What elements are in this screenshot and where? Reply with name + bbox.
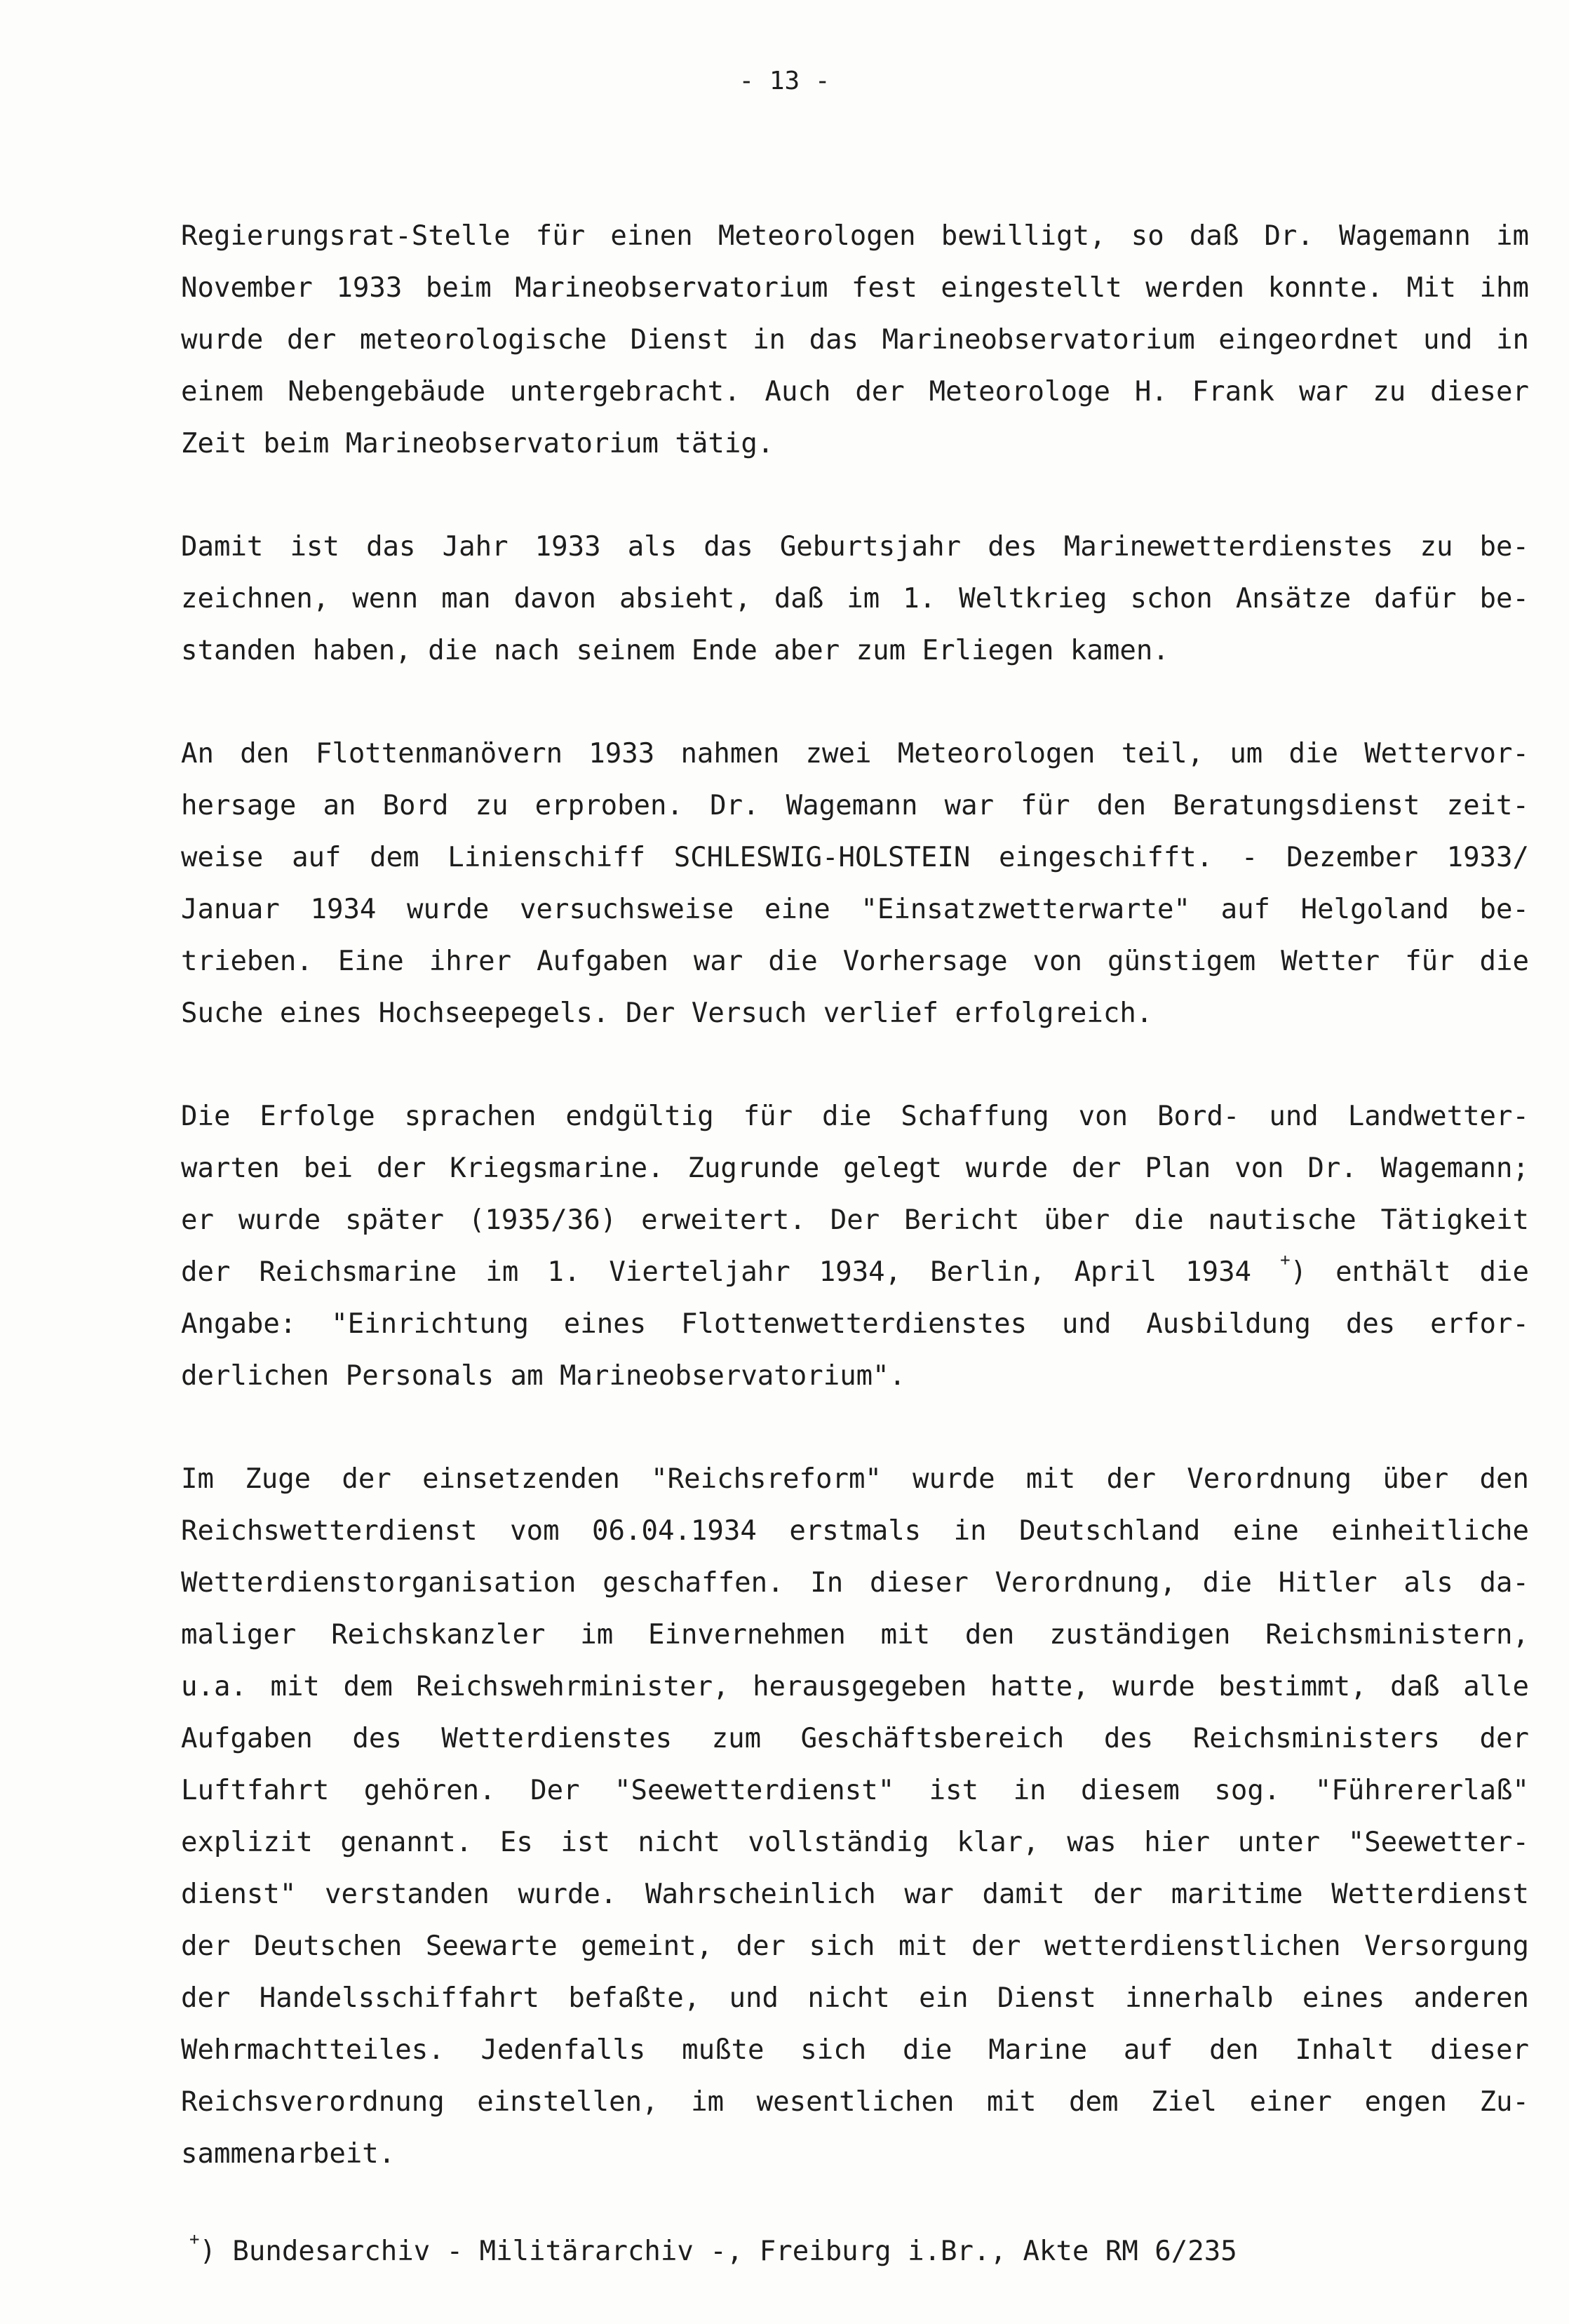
text-line-with-footnote-ref	[181, 1247, 1529, 1298]
text-line: Reichsverordnung einstellen, im wesentlichen mit dem Ziel einer engen Zu-	[181, 2086, 1529, 2118]
paragraph-3	[181, 728, 1529, 1040]
text-line: Regierungsrat-Stelle für einen Meteorologen bewilligt, so daß Dr. Wagemann im	[181, 220, 1529, 252]
text-line: zeichnen, wenn man davon absieht, daß im 1. Weltkrieg schon Ansätze dafür be-	[181, 583, 1529, 614]
line-tail: ) enthält die	[1290, 1256, 1529, 1288]
text-line: Aufgaben des Wetterdienstes zum Geschäftsbereich des Reichsministers der	[181, 1723, 1529, 1754]
paragraph-5	[181, 1453, 1529, 2180]
text-line: Luftfahrt gehören. Der "Seewetterdienst" ist in diesem sog. "Führererlaß"	[181, 1775, 1529, 1806]
text-line: einem Nebengebäude untergebracht. Auch der Meteorologe H. Frank war zu dieser	[181, 376, 1529, 408]
text-line: Wehrmachtteiles. Jedenfalls mußte sich die Marine auf den Inhalt dieser	[181, 2034, 1529, 2066]
text-line: November 1933 beim Marineobservatorium fest eingestellt werden konnte. Mit ihm	[181, 272, 1529, 304]
text-line: explizit genannt. Es ist nicht vollständig klar, was hier unter "Seewetter-	[181, 1827, 1529, 1858]
text-line: trieben. Eine ihrer Aufgaben war die Vorhersage von günstigem Wetter für die	[181, 946, 1529, 977]
paragraph-1	[181, 210, 1529, 470]
footnote-marker: +	[189, 2229, 200, 2249]
text-line: weise auf dem Linienschiff SCHLESWIG-HOLSTEIN eingeschifft. - Dezember 1933/	[181, 842, 1529, 873]
text-line: derlichen Personals am Marineobservatorium".	[181, 1360, 906, 1392]
paragraph-2	[181, 521, 1529, 677]
text-line: der Handelsschiffahrt befaßte, und nicht ein Dienst innerhalb eines anderen	[181, 1982, 1529, 2014]
text-line: wurde der meteorologische Dienst in das Marineobservatorium eingeordnet und in	[181, 324, 1529, 356]
text-line: sammenarbeit.	[181, 2138, 396, 2170]
footnote-reference: +	[1280, 1250, 1291, 1270]
text-line: Wetterdienstorganisation geschaffen. In dieser Verordnung, die Hitler als da-	[181, 1567, 1529, 1599]
body-text	[181, 210, 1529, 2231]
text-line: Zeit beim Marineobservatorium tätig.	[181, 428, 774, 459]
text-line: Angabe: "Einrichtung eines Flottenwetterdienstes und Ausbildung des erfor-	[181, 1308, 1529, 1340]
text-line: maliger Reichskanzler im Einvernehmen mit den zuständigen Reichsministern,	[181, 1619, 1529, 1651]
text-line: er wurde später (1935/36) erweitert. Der Bericht über die nautische Tätigkeit	[181, 1204, 1529, 1236]
text-line: Januar 1934 wurde versuchsweise eine "Einsatzwetterwarte" auf Helgoland be-	[181, 894, 1529, 925]
text-line: An den Flottenmanövern 1933 nahmen zwei Meteorologen teil, um die Wettervor-	[181, 738, 1529, 770]
text-line: standen haben, die nach seinem Ende aber zum Erliegen kamen.	[181, 635, 1169, 666]
text-line: dienst" verstanden wurde. Wahrscheinlich war damit der maritime Wetterdienst	[181, 1879, 1529, 1910]
text-line: Suche eines Hochseepegels. Der Versuch verlief erfolgreich.	[181, 998, 1153, 1029]
text-line: Die Erfolge sprachen endgültig für die Schaffung von Bord- und Landwetter-	[181, 1101, 1529, 1132]
text-line: Reichswetterdienst vom 06.04.1934 erstmals in Deutschland eine einheitliche	[181, 1515, 1529, 1547]
text-line: warten bei der Kriegsmarine. Zugrunde gelegt wurde der Plan von Dr. Wagemann;	[181, 1153, 1529, 1184]
text-line: u.a. mit dem Reichswehrminister, herausgegeben hatte, wurde bestimmt, daß alle	[181, 1671, 1529, 1702]
page-number: - 13 -	[739, 67, 830, 95]
text-line: Im Zuge der einsetzenden "Reichsreform" wurde mit der Verordnung über den	[181, 1463, 1529, 1495]
line-head: der Reichsmarine im 1. Vierteljahr 1934, Berlin, April 1934	[181, 1256, 1281, 1288]
text-line: Damit ist das Jahr 1933 als das Geburtsjahr des Marinewetterdienstes zu be-	[181, 531, 1529, 563]
text-line: hersage an Bord zu erproben. Dr. Wagemann war für den Beratungsdienst zeit-	[181, 790, 1529, 821]
text-line: der Deutschen Seewarte gemeint, der sich mit der wetterdienstlichen Versorgung	[181, 1930, 1529, 1962]
footnote-text: ) Bundesarchiv - Militärarchiv -, Freiburg i.Br., Akte RM 6/235	[199, 2236, 1237, 2267]
footnote	[189, 2231, 1382, 2273]
paragraph-4	[181, 1091, 1529, 1402]
